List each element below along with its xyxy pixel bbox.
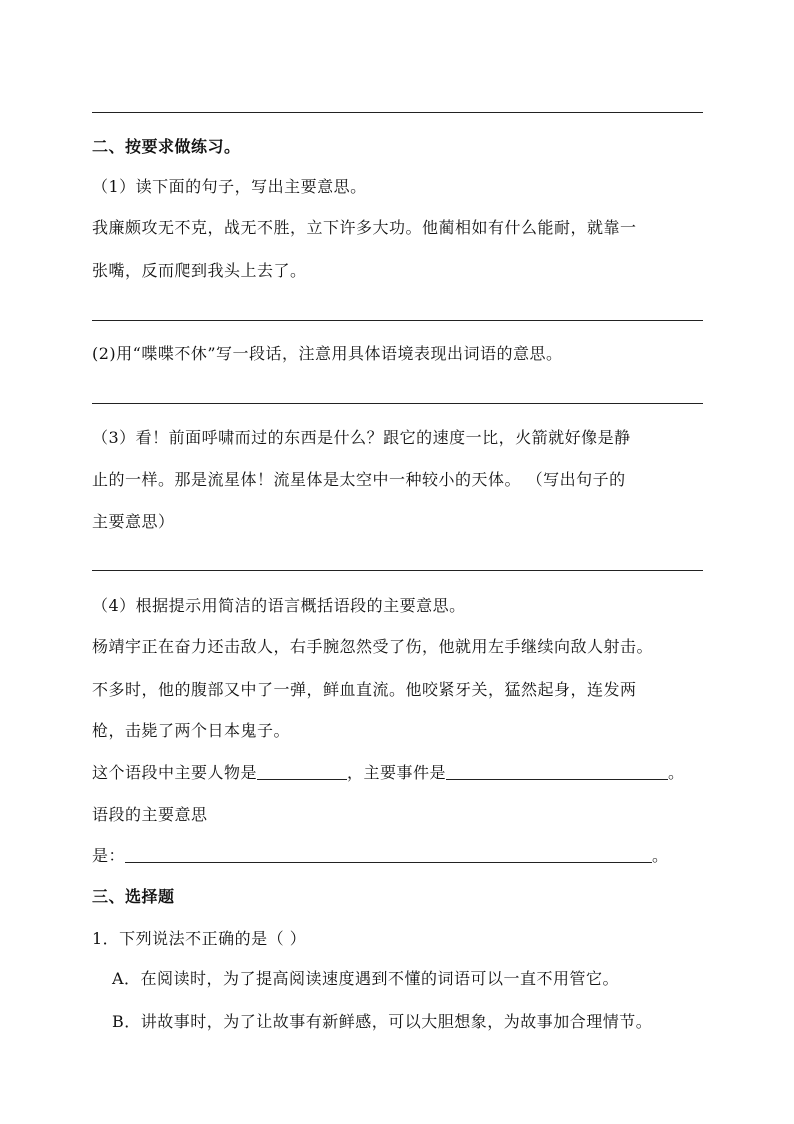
main-character-blank[interactable] (257, 763, 347, 780)
q4-passage-line-2: 不多时，他的腹部又中了一弹，鲜血直流。他咬紧牙关，猛然起身，连发两 (92, 680, 637, 699)
q4-prompt: （4）根据提示用简洁的语言概括语段的主要意思。 (92, 596, 466, 615)
s3-q1-option-b[interactable]: B．讲故事时，为了让故事有新鲜感，可以大胆想象，为故事加合理情节。 (112, 1012, 653, 1031)
q2-answer-line[interactable] (92, 403, 703, 404)
q4-passage-line-3: 枪，击毙了两个日本鬼子。 (92, 721, 291, 740)
q1-sentence-line-2: 张嘴，反而爬到我头上去了。 (92, 261, 307, 280)
q3-answer-line[interactable] (92, 570, 703, 571)
q3-line-2: 止的一样。那是流星体！流星体是太空中一种较小的天体。 （写出句子的 (92, 470, 626, 489)
q1-prompt: （1）读下面的句子，写出主要意思。 (92, 177, 367, 196)
q3-line-3: 主要意思） (92, 512, 175, 531)
main-idea-end: 。 (652, 846, 669, 865)
q3-line-1: （3）看！前面呼啸而过的东西是什么？跟它的速度一比，火箭就好像是静 (92, 428, 631, 447)
s3-q1-prompt: 1．下列说法不正确的是（ ） (92, 929, 307, 948)
section-3-heading: 三、选择题 (92, 887, 175, 906)
q1-sentence-line-1: 我廉颇攻无不克，战无不胜，立下许多大功。他蔺相如有什么能耐，就靠一 (92, 218, 637, 237)
main-event-blank[interactable] (446, 763, 668, 780)
main-idea-blank[interactable] (125, 846, 652, 863)
q4-fill-end: 。 (668, 763, 685, 782)
q4-fill-text-1: 这个语段中主要人物是 (92, 763, 258, 782)
q1-answer-line[interactable] (92, 320, 703, 321)
q4-passage-line-1: 杨靖宇正在奋力还击敌人，右手腕忽然受了伤，他就用左手继续向敌人射击。 (92, 637, 654, 656)
is-label: 是： (92, 846, 126, 865)
s3-q1-option-a[interactable]: A．在阅读时，为了提高阅读速度遇到不懂的词语可以一直不用管它。 (112, 969, 620, 988)
main-idea-fill (92, 846, 669, 866)
q2-prompt: (2)用“喋喋不休”写一段话，注意用具体语境表现出词语的意思。 (92, 344, 563, 363)
q4-fill-sentence (92, 763, 685, 783)
answer-line-top (92, 112, 703, 113)
main-idea-label: 语段的主要意思 (92, 805, 208, 824)
q4-fill-text-2: ，主要事件是 (347, 763, 447, 782)
section-2-heading: 二、按要求做练习。 (92, 137, 241, 156)
